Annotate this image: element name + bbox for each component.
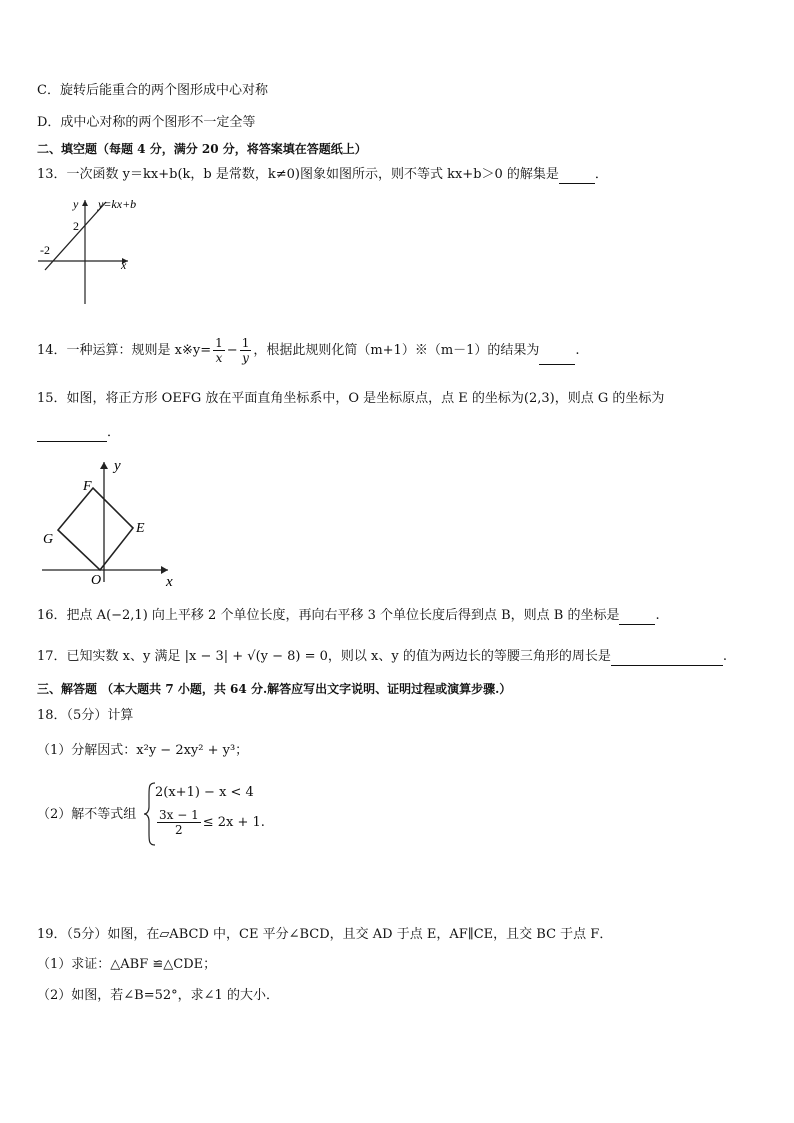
question-13-end: ． — [594, 167, 608, 182]
question-17 — [37, 648, 727, 666]
fraction-2-numerator: 1 — [241, 336, 250, 350]
option-d: D．成中心对称的两个图形不一定全等 — [37, 115, 256, 130]
question-18-part-2-end: . — [260, 815, 265, 830]
x-axis-label: x — [121, 258, 127, 272]
vertex-f-label: F — [83, 479, 92, 494]
question-18-part-2-label: （2）解不等式组 — [37, 807, 137, 822]
section-heading-fill-blank: 二、填空题（每题 4 分，满分 20 分，将答案填在答题纸上） — [37, 142, 367, 156]
option-c: C．旋转后能重合的两个图形成中心对称 — [37, 83, 268, 98]
question-16 — [37, 607, 660, 625]
y-axis-label: y — [73, 197, 79, 211]
figure-linear-function — [36, 194, 156, 306]
answer-blank-15[interactable] — [37, 427, 107, 442]
square-oefg — [58, 488, 133, 570]
question-17-end: . — [722, 649, 728, 664]
question-14-end: . — [575, 343, 580, 358]
question-13 — [37, 166, 608, 184]
question-13-text: 13．一次函数 y＝kx+b(k，b 是常数，k≠0)图象如图所示，则不等式 kx+b＞0 的解集是 — [37, 167, 559, 182]
y-intercept-label: 2 — [73, 219, 79, 233]
answer-blank-13[interactable] — [559, 169, 595, 184]
fraction-1-denominator: x — [215, 351, 223, 365]
answer-blank-14[interactable] — [539, 350, 575, 365]
inequality-2-numerator: 3x − 1 — [159, 808, 199, 822]
question-14 — [37, 336, 580, 365]
section-heading-solve: 三、解答题 （本大题共 7 小题，共 64 分.解答应写出文字说明、证明过程或演算步骤.） — [37, 682, 512, 696]
origin-o-label: O — [91, 573, 102, 588]
question-18-part-1: （1）分解因式：x²y − 2xy² + y³； — [37, 743, 249, 758]
question-14-suffix: ，根据此规则化简（m+1）※（m－1）的结果为 — [253, 343, 540, 358]
inequality-2-rest: ≤ 2x + 1 — [202, 815, 261, 830]
y-axis-arrow — [82, 200, 88, 206]
fraction-1-over-x — [213, 336, 225, 365]
question-16-end: . — [655, 608, 660, 623]
fraction-1-over-y — [240, 336, 252, 365]
question-19-part-2: （2）如图，若∠B=52°，求∠1 的大小． — [37, 988, 279, 1003]
question-19-part-1: （1）求证：△ABF ≌△CDE； — [37, 957, 217, 972]
question-18-title: 18．（5分）计算 — [37, 708, 134, 723]
line-label: y=kx+b — [98, 197, 137, 211]
vertex-e-label: E — [136, 521, 145, 536]
question-15-blank-line — [37, 424, 120, 442]
y-axis-label: y — [114, 458, 121, 474]
x-intercept-label: -2 — [40, 243, 50, 257]
function-line — [45, 202, 106, 270]
fraction-2-denominator: y — [242, 351, 249, 365]
inequality-2-fraction — [157, 808, 201, 837]
minus-sign: − — [226, 343, 238, 358]
figure-square-oefg — [36, 454, 186, 590]
fraction-1-numerator: 1 — [215, 336, 223, 350]
x-axis-arrow — [161, 566, 168, 574]
answer-blank-16[interactable] — [619, 610, 655, 625]
question-17-text: 17．已知实数 x、y 满足 |x − 3| + √(y − 8) = 0，则以 x、y 的值为两边长的等腰三角形的周长是 — [37, 649, 611, 664]
inequality-2 — [155, 808, 265, 837]
answer-blank-17[interactable] — [611, 651, 723, 666]
question-15-text: 15．如图，将正方形 OEFG 放在平面直角坐标系中，O 是坐标原点，点 E 的坐标为(2,3)，则点 G 的坐标为 — [37, 391, 665, 406]
question-15-end: ． — [107, 425, 121, 440]
vertex-g-label: G — [43, 532, 54, 547]
inequality-1: 2(x+1) − x < 4 — [155, 785, 254, 800]
question-14-prefix: 14．一种运算：规则是 x※y= — [37, 343, 212, 358]
question-19-title: 19．（5分）如图，在▱ABCD 中，CE 平分∠BCD，且交 AD 于点 E，AF∥CE，且交 BC 于点 F． — [37, 927, 613, 942]
x-axis-label: x — [166, 574, 173, 590]
inequality-2-denominator: 2 — [175, 823, 183, 837]
question-16-text: 16．把点 A(−2,1) 向上平移 2 个单位长度，再向右平移 3 个单位长度后得到点 B，则点 B 的坐标是 — [37, 608, 620, 623]
y-axis-arrow — [100, 462, 108, 469]
